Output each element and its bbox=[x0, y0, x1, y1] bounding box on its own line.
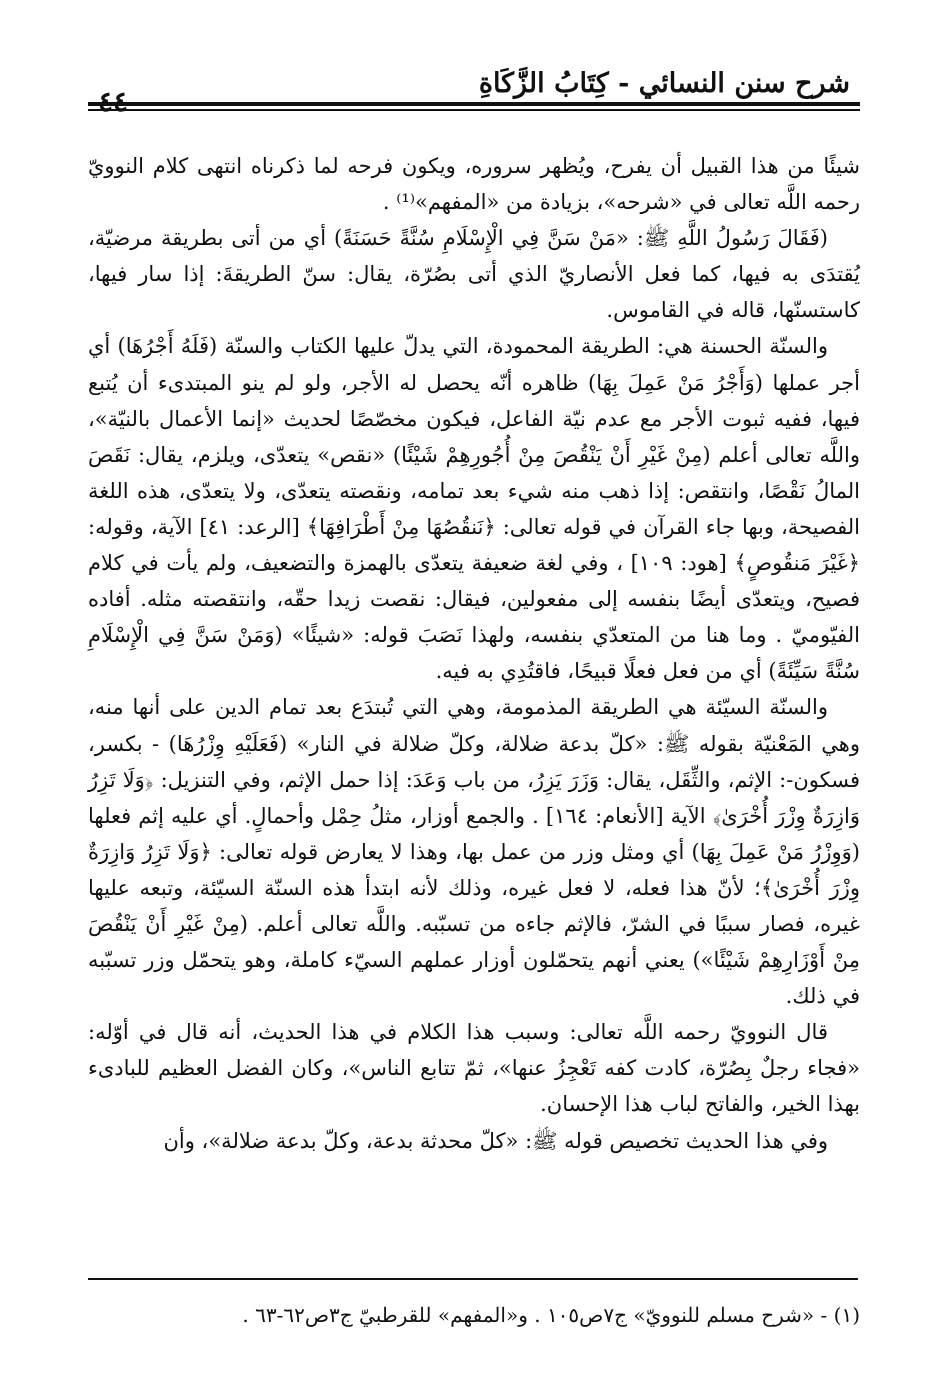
paragraph: (فَقَالَ رَسُولُ اللَّهِ ﷺ: «مَنْ سَنَّ فِي الْإِسْلَامِ سُنَّةً حَسَنَةً) أي من أتى بطريقة مرضيّة، يُقتدَى به فيها، كما فعل الأنصاريّ الذي أتى بصُرّة، يقال: سنّ الطريقةَ: إذا سار فيها، كاستسنّها، قاله في القاموس. bbox=[88, 226, 860, 323]
page-header bbox=[88, 50, 860, 122]
running-title: شرح سنن النسائي - كِتَابُ الزَّكَاةِ bbox=[478, 68, 850, 99]
paragraph: قال النوويّ رحمه اللَّه تعالى: وسبب هذا الكلام في هذا الحديث، أنه قال في أوّله: «فجاء رجلٌ بِصُرّة، كادت كفه تَعْجِزُ عنها»، ثمّ تتابع الناس»، وكان الفضل العظيم للبادىء بهذا الخير، والفاتح لباب هذا الإحسان. bbox=[88, 1020, 860, 1117]
main-text bbox=[88, 148, 860, 1159]
footnote-separator bbox=[88, 1278, 858, 1280]
paragraph: شيئًا من هذا القبيل أن يفرح، ويُظهر سروره، ويكون فرحه لما ذكرناه انتهى كلام النوويّ رحمه اللَّه تعالى في «شرحه»، بزيادة من «المفهم»⁽¹⁾ . bbox=[88, 154, 860, 215]
paragraph: وفي هذا الحديث تخصيص قوله ﷺ: «كلّ محدثة بدعة، وكلّ بدعة ضلالة»، وأن bbox=[163, 1128, 828, 1153]
header-rule-thin bbox=[88, 109, 860, 111]
footnote: (١) - «شرح مسلم للنوويّ» ج٧ص١٠٥ . و«المفهم» للقرطبيّ ج٣ص٦٢-٦٣ . bbox=[242, 1303, 860, 1327]
header-rule bbox=[88, 102, 860, 106]
paragraph: والسنّة الحسنة هي: الطريقة المحمودة، التي يدلّ عليها الكتاب والسنّة (فَلَهُ أَجْرُهَا) أي أجر عملها (وَأَجْرُ مَنْ عَمِلَ بِهَا) ظاهره أنّه يحصل له الأجر، ولو لم ينو المبتدىء أن يُتبع فيها، ففيه ثبوت الأجر مع عدم نيّة الفاعل، فيكون مخصّصًا لحديث «إنما الأعمال بالنيّة»، واللَّه تعالى أعلم (مِنْ غَيْرِ أَنْ يَنْقُصَ مِنْ أُجُورِهِمْ شَيْئًا) «نقص» يتعدّى، ويلزم، يقال: نَقَصَ المالُ نَقْصًا، وانتقص: إذا ذهب منه شيء بعد تمامه، ونقصته يتعدّى، ولا يتعدّى، هذه اللغة الفصيحة، وبها جاء القرآن في قوله تعالى: ﴿نَنقُصُهَا مِنْ أَطْرَافِهَا﴾ [الرعد: ٤١] الآية، وقوله: ﴿غَيْرَ مَنقُوصٍ﴾ [هود: ١٠٩] ، وفي لغة ضعيفة يتعدّى بالهمزة والتضعيف، ولم يأت في كلام فصيح، ويتعدّى أيضًا بنفسه إلى مفعولين، فيقال: نقصت زيدا حقّه، وانتقصته مثله. أفاده الفيّوميّ . وما هنا من المتعدّي بنفسه، ولهذا نَصَبَ قوله: «شيئًا» (وَمَنْ سَنَّ فِي الْإِسْلَامِ سُنَّةً سَيِّئَةً) أي من فعل فعلًا قبيحًا، فاقتُدِي به فيه. bbox=[88, 334, 861, 684]
paragraph: والسنّة السيّئة هي الطريقة المذمومة، وهي التي تُبتدَع بعد تمام الدين على أنها منه، وهي المَعْنيّة بقوله ﷺ: «كلّ بدعة ضلالة، وكلّ ضلالة في النار» (فَعَلَيْهِ وِزْرُهَا) - بكسر، فسكون-: الإثم، والثِّقَل، يقال: وَزَرَ يَزِرُ، من باب وَعَدَ: إذا حمل الإثم، وفي التنزيل: ﴿وَلَا تَزِرُ وَازِرَةٌ وِزْرَ أُخْرَىٰ﴾ الآية [الأنعام: ١٦٤] . والجمع أوزار، مثلُ حِمْل وأحمالٍ. أي عليه إثم فعلها (وَوِزْرُ مَنْ عَمِلَ بِهَا) أي ومثل وزر من عمل بها، وهذا لا يعارض قوله تعالى: ﴿وَلَا تَزِرُ وَازِرَةٌ وِزْرَ أُخْرَىٰ﴾؛ لأنّ هذا فعله، لا فعل غيره، وذلك لأنه ابتدأ هذه السنّة السيّئة، وتبعه عليها غيره، فصار سببًا في الشرّ، فالإثم جاءه من تسبّبه. واللَّه تعالى أعلم. (مِنْ غَيْرِ أَنْ يَنْقُصَ مِنْ أَوْزَارِهِمْ شَيْئًا») يعني أنهم يتحمّلون أوزار عملهم السيّء كاملة، وهو يتحمّل وزر تسبّبه في ذلك. bbox=[88, 695, 861, 1009]
